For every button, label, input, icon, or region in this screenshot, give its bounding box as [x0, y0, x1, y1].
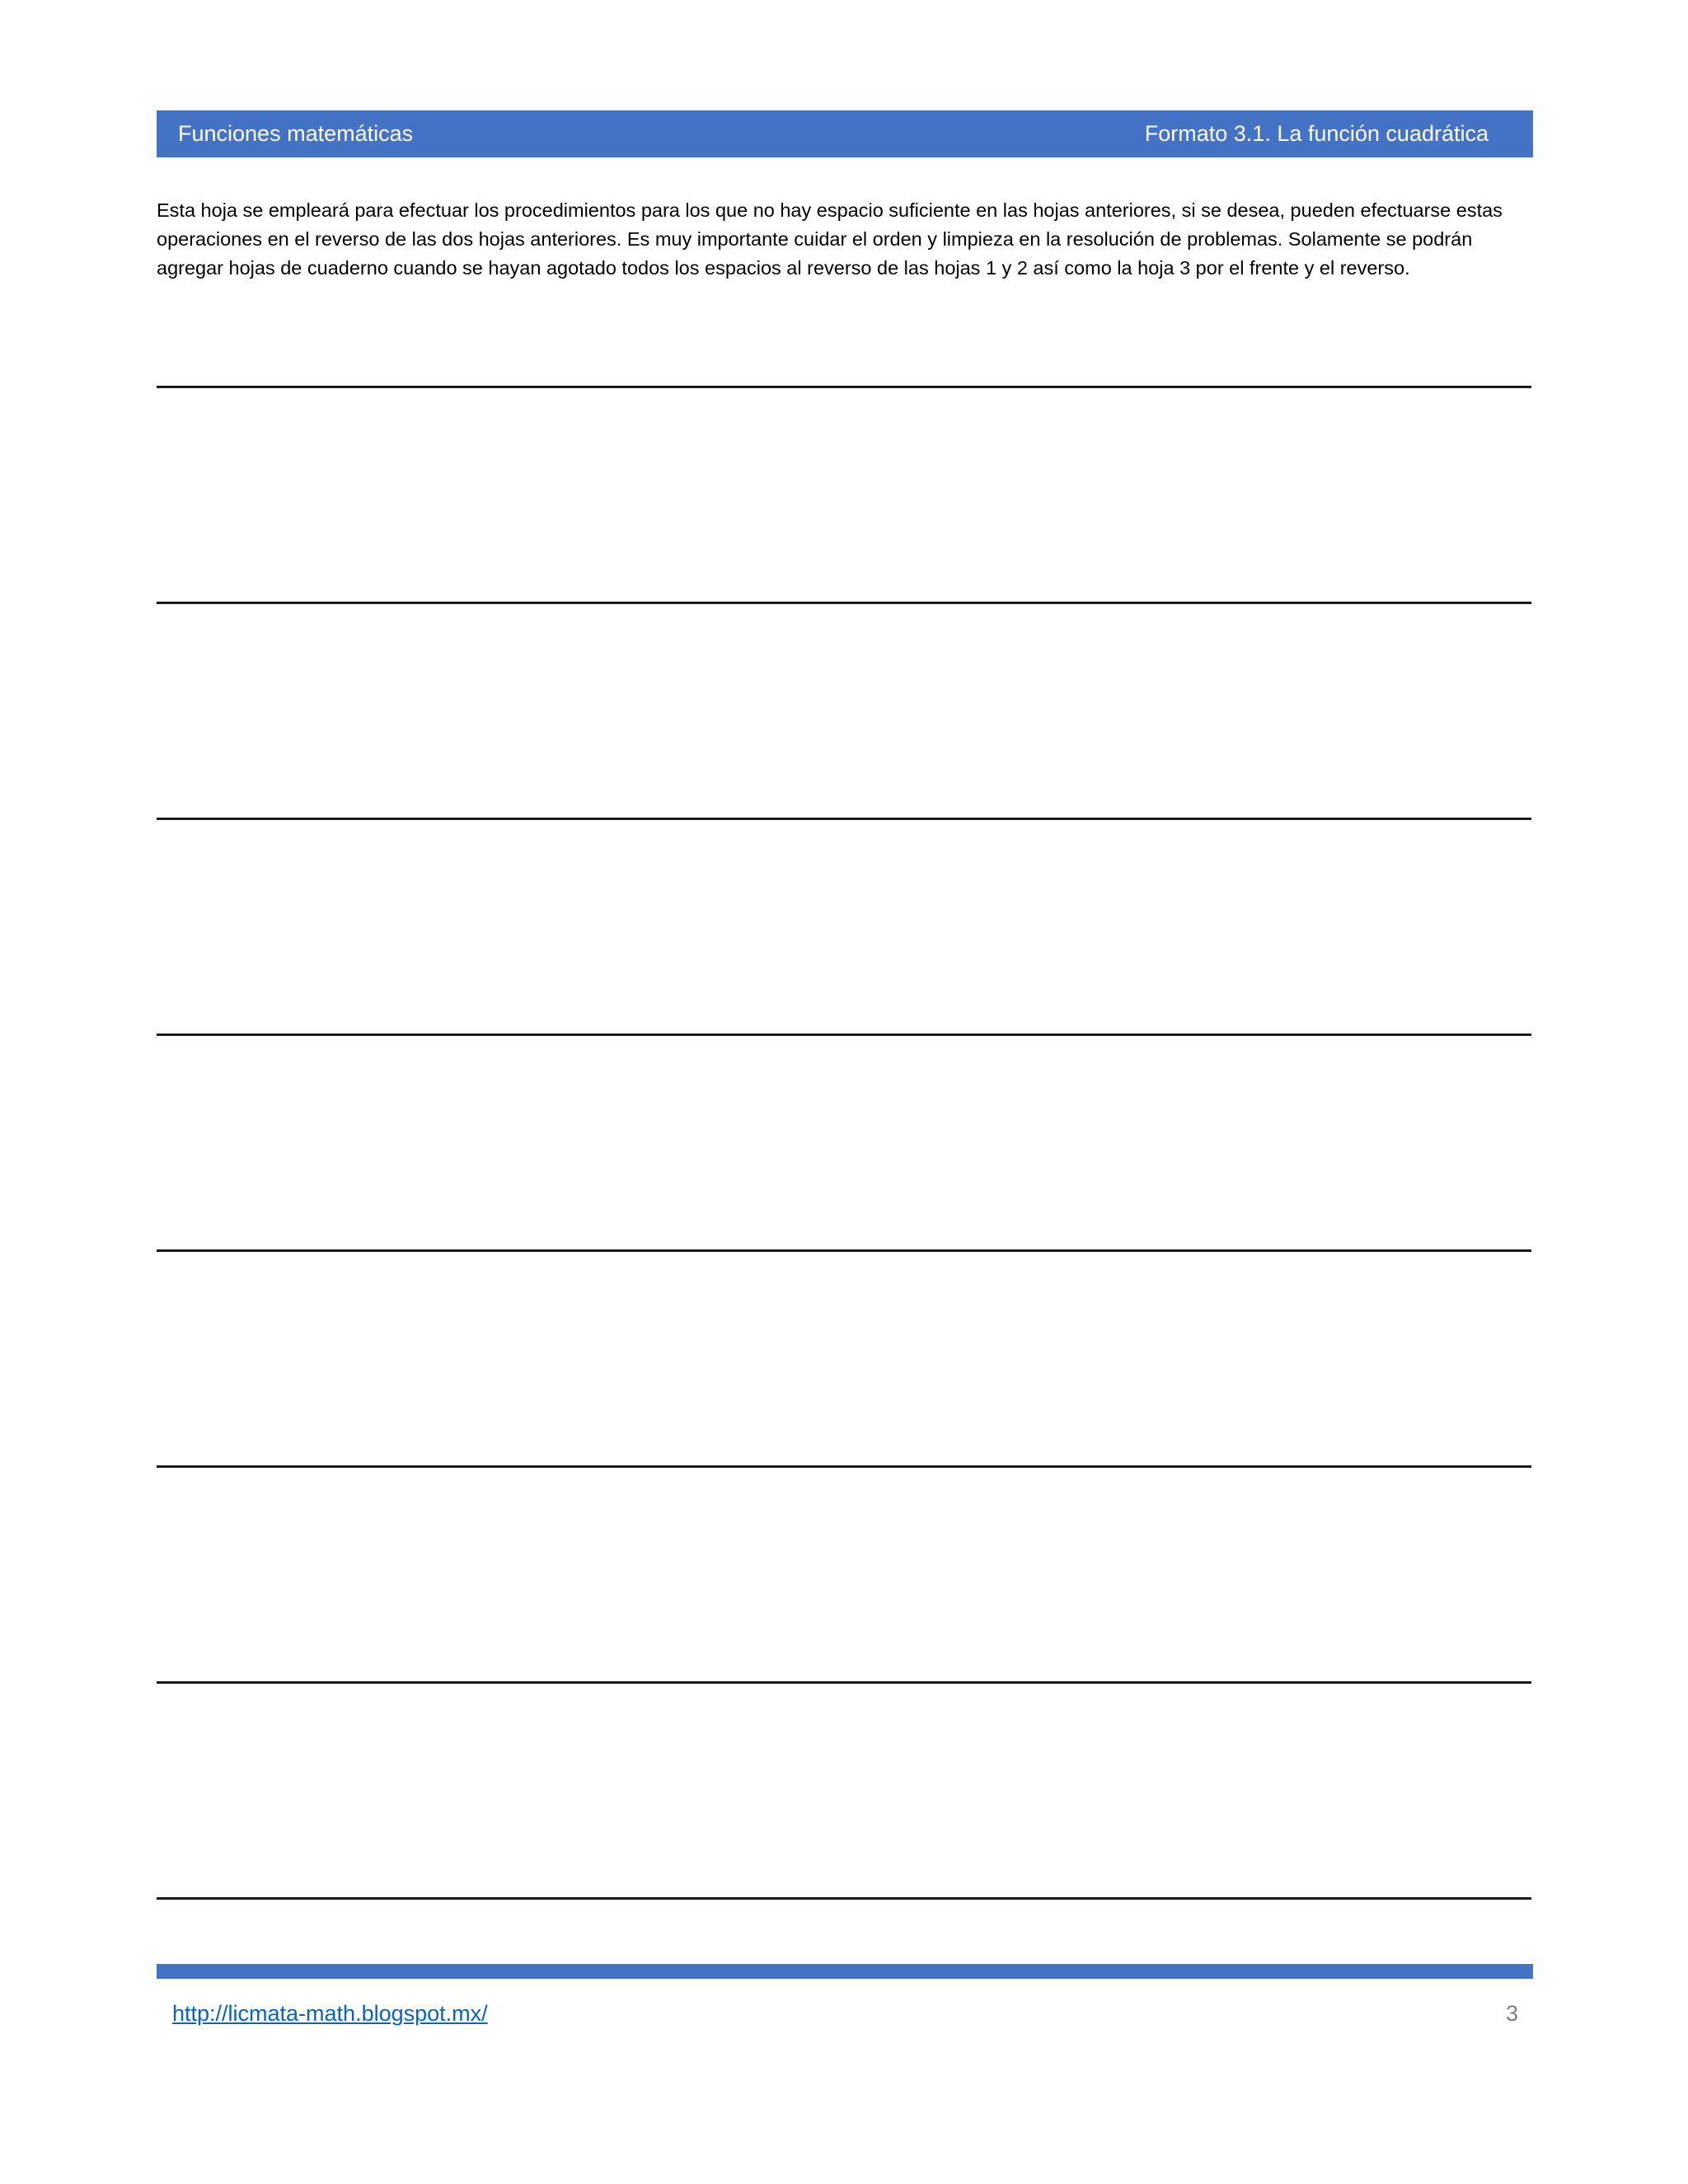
- writing-line-6: [157, 1465, 1531, 1468]
- page-number: 3: [1505, 2001, 1518, 2026]
- intro-paragraph: Esta hoja se empleará para efectuar los procedimientos para los que no hay espacio suficiente en las hojas anteriores, si se desea, pueden efectuarse estas operaciones en el reverso de las dos hojas anteriores. Es muy importante cuidar el orden y limpieza en la resolución de problemas. Solamente se podrán agregar hojas de cuaderno cuando se hayan agotado todos los espacios al reverso de las hojas 1 y 2 así como la hoja 3 por el frente y el reverso.: [157, 199, 1503, 279]
- footer-blog-link[interactable]: http://licmata-math.blogspot.mx/: [172, 2001, 488, 2026]
- header-bar: [157, 110, 1533, 157]
- header-left-title: Funciones matemáticas: [178, 121, 414, 146]
- writing-line-4: [157, 1033, 1531, 1036]
- writing-line-2: [157, 602, 1531, 604]
- writing-line-8: [157, 1897, 1531, 1900]
- writing-line-3: [157, 818, 1531, 820]
- writing-line-1: [157, 386, 1531, 388]
- footer-bar: [157, 1964, 1533, 1979]
- header-right-title: Formato 3.1. La función cuadrática: [1144, 121, 1489, 146]
- writing-line-5: [157, 1249, 1531, 1252]
- writing-line-7: [157, 1681, 1531, 1684]
